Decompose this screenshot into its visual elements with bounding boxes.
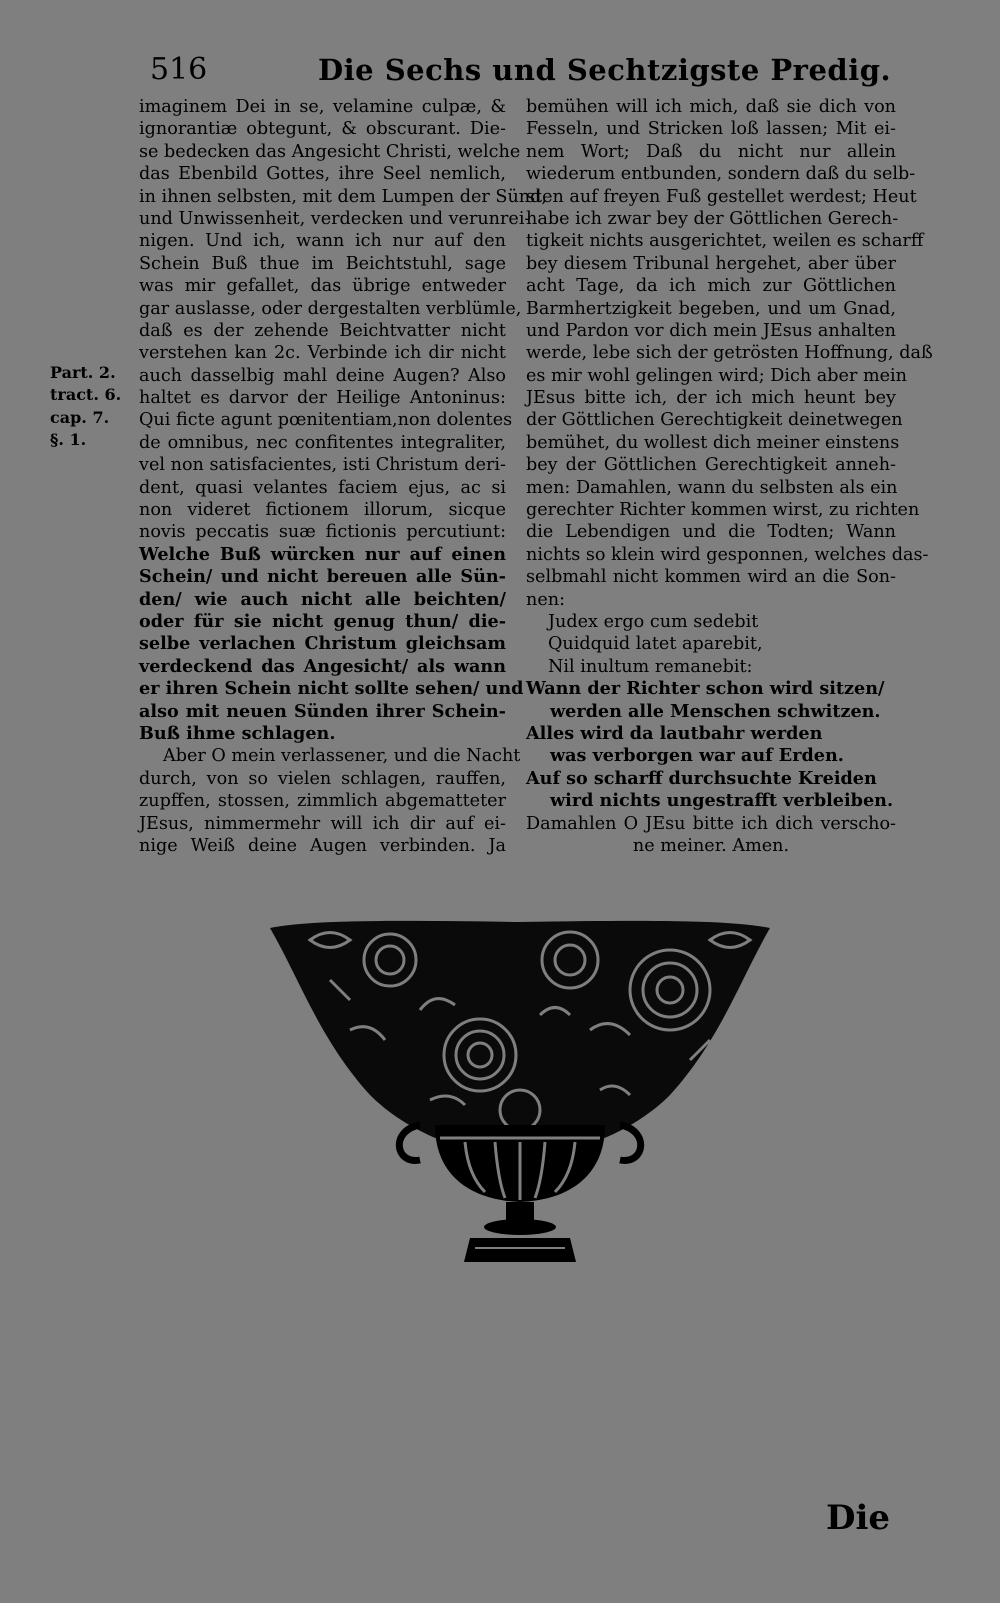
translation-line: den/ wie auch nicht alle beichten/ <box>139 588 506 610</box>
text-line: Fesseln, und Stricken loß lassen; Mit ei- <box>526 119 896 140</box>
text-line: bey diesem Tribunal hergehet, aber über <box>526 253 896 274</box>
text-line: selbmahl nicht kommen wird an die Son- <box>526 567 896 588</box>
text-line: habe ich zwar bey der Göttlichen Gerech- <box>526 208 899 229</box>
translation-line: oder für sie nicht genug thun/ die- <box>139 610 506 632</box>
text-line: auch dasselbig mahl deine Augen? Also <box>139 365 506 386</box>
text-line: nigen. Und ich, wann ich nur auf den <box>139 231 506 252</box>
text-line: durch, von so vielen schlagen, rauffen, <box>139 768 506 789</box>
margin-note-line: tract. 6. <box>50 385 122 405</box>
latin-quote-line: de omnibus, nec confitentes integraliter, <box>139 432 506 453</box>
translation-line: Buß ihme schlagen. <box>139 722 336 744</box>
german-verse-line: wird nichts ungestrafft verbleiben. <box>550 790 894 812</box>
text-line: daß es der zehende Beichtvatter nicht <box>139 320 506 341</box>
margin-note-line: cap. 7. <box>50 407 110 427</box>
flower-vase-vignette-icon <box>270 920 770 1280</box>
text-line: Barmhertzigkeit begeben, und um Gnad, <box>526 298 896 319</box>
text-line: gar auslasse, oder dergestalten verblümle, <box>139 298 522 319</box>
text-line: nige Weiß deine Augen verbinden. Ja <box>139 835 506 856</box>
text-line: Schein Buß thue im Beichtstuhl, sage <box>139 253 506 274</box>
margin-note <box>50 362 121 452</box>
text-line: das Ebenbild Gottes, ihre Seel nemlich, <box>139 164 506 185</box>
running-head: Die Sechs und Sechtzigste Predig. <box>318 53 892 87</box>
text-line: se bedecken das Angesicht Christi, welche <box>139 141 521 162</box>
text-line: und Unwissenheit, verdecken und verunrei- <box>139 208 531 229</box>
latin-verse-line: Nil inultum remanebit: <box>548 656 753 677</box>
text-line: bemühen will ich mich, daß sie dich von <box>526 97 896 117</box>
text-line: zupffen, stossen, zimmlich abgematteter <box>139 791 506 812</box>
translation-line: selbe verlachen Christum gleichsam <box>139 633 506 655</box>
page-number: 516 <box>150 52 208 87</box>
latin-quote-line: vel non satisfacientes, isti Christum deri- <box>139 455 506 476</box>
text-line: imaginem Dei in se, velamine culpæ, & <box>139 97 506 117</box>
text-line: sten auf freyen Fuß gestellet werdest; Heut <box>526 186 917 207</box>
text-line: tigkeit nichts ausgerichtet, weilen es scharff <box>526 231 924 252</box>
text-line: verstehen kan 2c. Verbinde ich dir nicht <box>139 343 506 364</box>
text-line: die Lebendigen und die Todten; Wann <box>526 522 896 543</box>
text-line: JEsus bitte ich, der ich mich heunt bey <box>526 388 896 409</box>
text-line: bey der Göttlichen Gerechtigkeit anneh- <box>526 455 896 476</box>
german-verse-line: was verborgen war auf Erden. <box>550 745 844 767</box>
text-line: werde, lebe sich der getrösten Hoffnung, daß <box>526 343 933 364</box>
left-text-column <box>139 96 547 857</box>
latin-quote-line: non videret fictionem illorum, sicque <box>139 500 506 521</box>
latin-verse-line: Judex ergo cum sedebit <box>548 611 759 632</box>
text-line: Damahlen O JEsu bitte ich dich verscho- <box>526 813 896 834</box>
german-verse-line: Wann der Richter schon wird sitzen/ <box>526 678 885 700</box>
text-line: gerechter Richter kommen wirst, zu richten <box>526 500 920 521</box>
translation-line: Schein/ und nicht bereuen alle Sün- <box>139 566 506 588</box>
german-verse-line: Auf so scharff durchsuchte Kreiden <box>526 767 877 789</box>
text-line: nen: <box>526 589 566 610</box>
translation-line: verdeckend das Angesicht/ als wann <box>139 655 506 677</box>
translation-line: Welche Buß würcken nur auf einen <box>139 543 506 565</box>
text-line: bemühet, du wollest dich meiner einstens <box>526 432 900 453</box>
text-line: ignorantiæ obtegunt, & obscurant. Die- <box>139 119 506 140</box>
catchword: Die <box>826 1498 891 1538</box>
text-line: der Göttlichen Gerechtigkeit deinetwegen <box>526 410 903 431</box>
text-line: es mir wohl gelingen wird; Dich aber mein <box>526 365 908 386</box>
text-line: in ihnen selbsten, mit dem Lumpen der Sünd, <box>139 186 547 207</box>
paragraph-start-line: Aber O mein verlassener, und die Nacht <box>163 746 521 767</box>
margin-note-line: Part. 2. <box>50 363 116 382</box>
translation-line: also mit neuen Sünden ihrer Schein- <box>139 700 506 722</box>
text-line: nichts so klein wird gesponnen, welches das- <box>526 544 929 565</box>
text-line: nem Wort; Daß du nicht nur allein <box>526 141 896 162</box>
text-line: was mir gefallet, das übrige entweder <box>139 276 506 297</box>
latin-quote-line: dent, quasi velantes faciem ejus, ac si <box>139 477 506 498</box>
closing-line: ne meiner. Amen. <box>632 835 790 856</box>
text-line: und Pardon vor dich mein JEsus anhalten <box>526 320 896 341</box>
text-line: men: Damahlen, wann du selbsten als ein <box>526 477 898 498</box>
margin-note-line: §. 1. <box>50 430 87 450</box>
latin-verse-line: Quidquid latet aparebit, <box>548 634 763 655</box>
right-text-column <box>526 96 933 857</box>
text-line: JEsus, nimmermehr will ich dir auf ei- <box>139 813 506 834</box>
latin-quote-line: novis peccatis suæ fictionis percutiunt: <box>139 522 506 543</box>
translation-line: er ihren Schein nicht sollte sehen/ und <box>139 678 524 700</box>
latin-quote-line: Qui ficte agunt pœnitentiam,non dolentes <box>139 410 513 431</box>
german-verse-line: Alles wird da lautbahr werden <box>526 722 823 744</box>
german-verse-line: werden alle Menschen schwitzen. <box>550 700 881 722</box>
text-line: wiederum entbunden, sondern daß du selb- <box>526 164 916 185</box>
text-line: haltet es darvor der Heilige Antoninus: <box>139 388 506 409</box>
text-line: acht Tage, da ich mich zur Göttlichen <box>526 276 896 297</box>
